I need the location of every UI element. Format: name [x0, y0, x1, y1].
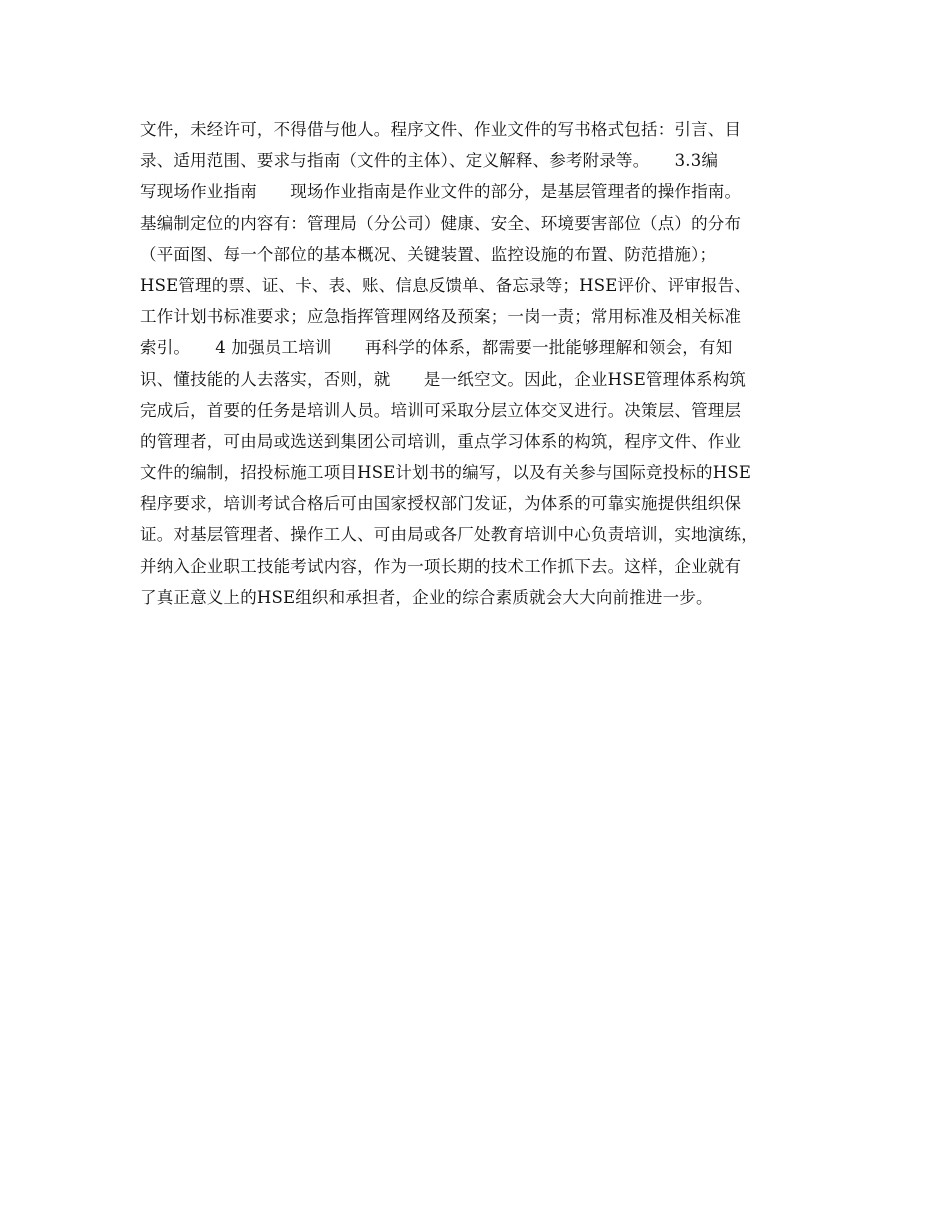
text-line: HSE管理的票、证、卡、表、账、信息反馈单、备忘录等；HSE评价、评审报告、: [140, 275, 752, 295]
body-paragraph: [140, 114, 830, 613]
text-line: 写现场作业指南 现场作业指南是作业文件的部分，是基层管理者的操作指南。: [140, 182, 742, 202]
text-line: 程序要求，培训考试合格后可由国家授权部门发证，为体系的可靠实施提供组织保: [140, 494, 742, 514]
text-line: 了真正意义上的HSE组织和承担者，企业的综合素质就会大大向前推进一步。: [140, 587, 713, 607]
text-line: 的管理者，可由局或选送到集团公司培训，重点学习体系的构筑，程序文件、作业: [140, 431, 742, 451]
text-line: 识、懂技能的人去落实，否则，就 是一纸空文。因此，企业HSE管理体系构筑: [140, 369, 747, 389]
text-line: 并纳入企业职工技能考试内容，作为一项长期的技术工作抓下去。这样，企业就有: [140, 556, 742, 576]
text-line: 录、适用范围、要求与指南（文件的主体）、定义解释、参考附录等。 3.3编: [140, 151, 719, 171]
text-line: 工作计划书标准要求；应急指挥管理网络及预案；一岗一责；常用标准及相关标准: [140, 307, 742, 327]
text-line: 文件，未经许可，不得借与他人。程序文件、作业文件的写书格式包括：引言、目: [140, 120, 742, 139]
text-line: 完成后，首要的任务是培训人员。培训可采取分层立体交叉进行。决策层、管理层: [140, 400, 742, 420]
text-line: 索引。 4 加强员工培训 再科学的体系，都需要一批能够理解和领会，有知: [140, 338, 733, 358]
text-line: （平面图、每一个部位的基本概况、关键装置、监控设施的布置、防范措施）；: [140, 244, 717, 264]
text-line: 证。对基层管理者、操作工人、可由局或各厂处教育培训中心负责培训，实地演练，: [140, 525, 758, 545]
text-line: 基编制定位的内容有：管理局（分公司）健康、安全、环境要害部位（点）的分布: [140, 213, 742, 233]
text-line: 文件的编制，招投标施工项目HSE计划书的编写，以及有关参与国际竞投标的HSE: [140, 463, 752, 483]
